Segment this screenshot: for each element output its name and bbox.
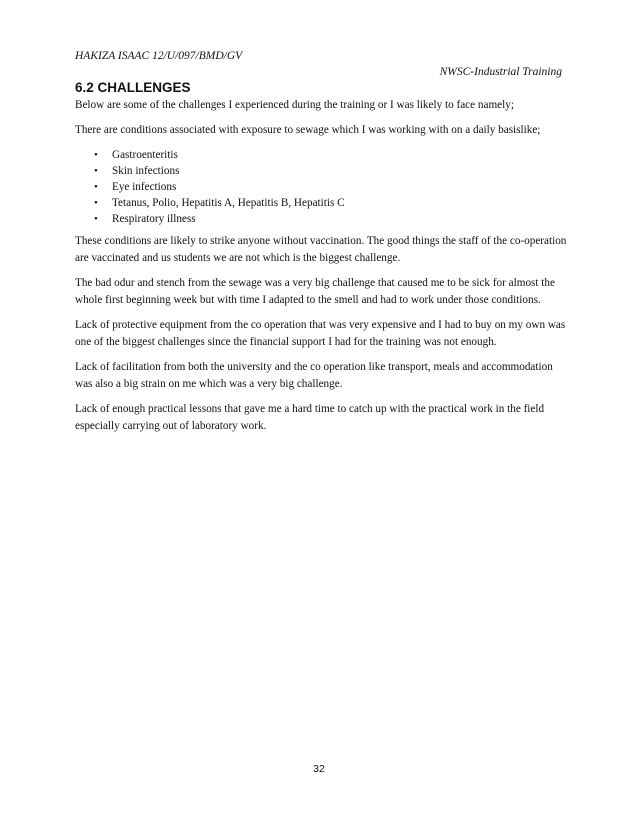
list-item: • Gastroenteritis — [75, 147, 567, 163]
equipment-paragraph: Lack of protective equipment from the co operation that was very expensive and I had to buy on my own was one of the biggest challenges since the financial support I had for the training was not enough. — [75, 319, 566, 348]
vaccination-paragraph: These conditions are likely to strike anyone without vaccination. The good things the staff of the co-operation are vaccinated and us students we are not which is the biggest challenge. — [75, 235, 567, 264]
section-content — [75, 80, 567, 443]
conditions-intro-paragraph: There are conditions associated with exposure to sewage which I was working with on a daily basislike; — [75, 124, 541, 136]
practical-lessons-paragraph: Lack of enough practical lessons that gave me a hard time to catch up with the practical work in the field especially carrying out of laboratory work. — [75, 403, 545, 432]
list-item: • Skin infections — [75, 163, 567, 179]
conditions-list — [75, 147, 567, 227]
list-item: • Eye infections — [75, 179, 567, 195]
facilitation-paragraph: Lack of facilitation from both the university and the co operation like transport, meals and accommodation was also a big strain on me which was a very big challenge. — [75, 361, 553, 390]
section-heading: 6.2 CHALLENGES — [75, 80, 191, 95]
list-item: • Respiratory illness — [75, 211, 567, 227]
header-report-title: NWSC-Industrial Training — [439, 66, 562, 78]
odour-paragraph: The bad odur and stench from the sewage was a very big challenge that caused me to be sick for almost the whole first beginning week but with time I adapted to the smell and had to work under those conditions. — [75, 277, 555, 306]
intro-paragraph: Below are some of the challenges I experienced during the training or I was likely to face namely; — [75, 99, 514, 111]
header-author-id: HAKIZA ISAAC 12/U/097/BMD/GV — [75, 50, 243, 62]
page-number: 32 — [313, 763, 325, 775]
list-item: • Tetanus, Polio, Hepatitis A, Hepatitis B, Hepatitis C — [75, 195, 567, 211]
